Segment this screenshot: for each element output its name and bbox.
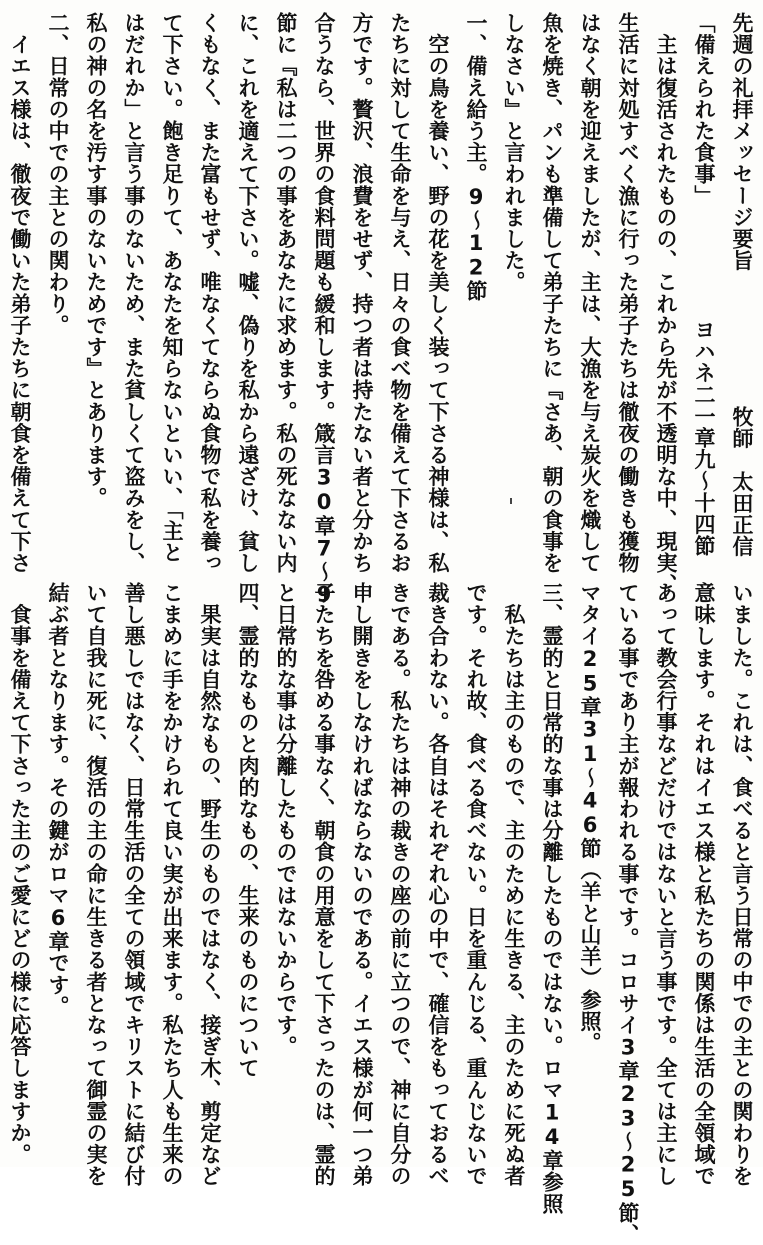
sermon-title: 「備えられた食事」	[692, 12, 716, 207]
text-column: あって教会行事などだけではないと言う事です。全ては主にし	[654, 582, 678, 1187]
text-column: きである。私たちは神の裁きの座の前に立つので、神に自分の	[388, 582, 412, 1187]
text-column: です。それ故、食べる食べない。日を重んじる、重んじないで	[464, 582, 488, 1187]
text-column: 私たちは主のもので、主のために生きる、主のために死ぬ者	[502, 582, 526, 1187]
text-column: に、これを適えて下さい。嘘、偽りを私から遠ざけ、貧し	[236, 12, 260, 574]
text-column: マタイ25章31～46節（羊と山羊）参照。	[578, 582, 602, 1054]
text-column: 裁き合わない。各自はそれぞれ心の中で、確信をもっておるべ	[426, 582, 450, 1187]
text-column: くもなく、また富もせず、唯なくてならぬ食物で私を養っ	[198, 12, 222, 574]
text-column: いました。これは、食べると言う日常の中での主との関わりを	[730, 582, 754, 1187]
scripture-reference: ヨハネ二一章九～十四節	[692, 319, 716, 557]
text-column: 節に『私は二つの事をあなたに求めます。私の死なない内	[274, 12, 298, 574]
text-column: 合うなら、世界の食料問題も緩和します。箴言30章7～9	[312, 12, 336, 608]
text-column: 結ぶ者となります。その鍵がロマ6章です。	[46, 582, 70, 1017]
text-column: はだれか」と言う事のないため、また貧しくて盗みをし、	[122, 12, 146, 574]
text-column: 魚を焼き、パンも準備して弟子たちに『さあ、朝の食事を	[540, 12, 564, 574]
text-column: イエス様は、徹夜で働いた弟子たちに朝食を備えて下さ	[8, 12, 32, 574]
stray-mark	[510, 498, 512, 504]
text-column: 果実は自然なもの、野生のものではなく、接ぎ木、剪定など	[198, 582, 222, 1187]
text-column: たちに対して生命を与え、日々の食べ物を備えて下さるお	[388, 12, 412, 574]
text-column: 主は復活されたものの、これから先が不透明な中、現実、	[654, 12, 678, 596]
text-column: 善し悪しではなく、日常生活の全ての領域でキリストに結び付	[122, 582, 146, 1187]
section-heading: 先週の礼拝メッセージ要旨	[730, 12, 754, 272]
subtitle-column	[685, 12, 723, 557]
text-column: て下さい。飽き足りて、あなたを知らないといい、「主と	[160, 12, 184, 564]
text-column: ている事であり主が報われる事です。コロサイ3章23～25節、	[616, 582, 640, 1245]
text-column: 方です。贅沢、浪費をせず、持つ者は持たない者と分かち	[350, 12, 374, 574]
heading-column	[723, 12, 761, 557]
pastor-name: 牧師 太田正信	[730, 405, 754, 557]
closing-question: 食事を備えて下さった主のご愛にどの様に応答しますか。	[8, 582, 32, 1166]
text-column: 私の神の名を汚す事のないためです』とあります。	[84, 12, 108, 509]
text-column: はなく朝を迎えましたが、主は、大漁を与え炭火を熾して	[578, 12, 602, 574]
point-heading: 一、備え給う主。9～12節	[464, 12, 488, 302]
text-column: しなさい』と言われました。	[502, 12, 526, 293]
text-column: こまめに手をかけられて良い実が出来ます。私たち人も生来の	[160, 582, 184, 1187]
text-column: いて自我に死に、復活の主の命に生きる者となって御霊の実を	[84, 582, 108, 1187]
sermon-summary-bottom	[1, 582, 761, 1245]
sermon-summary-top	[1, 12, 761, 608]
text-column: 子たちを咎める事なく、朝食の用意をして下さったのは、霊的	[312, 582, 336, 1187]
point-heading: 四、霊的なものと肉的なもの、生来のものについて	[236, 582, 260, 1079]
text-column: 空の鳥を養い、野の花を美しく装って下さる神様は、私	[426, 12, 450, 574]
text-column: 生活に対処すべく漁に行った弟子たちは徹夜の働きも獲物	[616, 12, 640, 574]
point-heading: 二、日常の中での主との関わり。	[46, 12, 70, 336]
point-heading: 三、霊的と日常的な事は分離したものではない。ロマ14章参照	[540, 582, 564, 1215]
text-column: 申し開きをしなければならないのである。イエス様が何一つ弟	[350, 582, 374, 1187]
text-column: 意味します。それはイエス様と私たちの関係は生活の全領域で	[692, 582, 716, 1187]
text-column: と日常的な事は分離したものではないからです。	[274, 582, 298, 1058]
